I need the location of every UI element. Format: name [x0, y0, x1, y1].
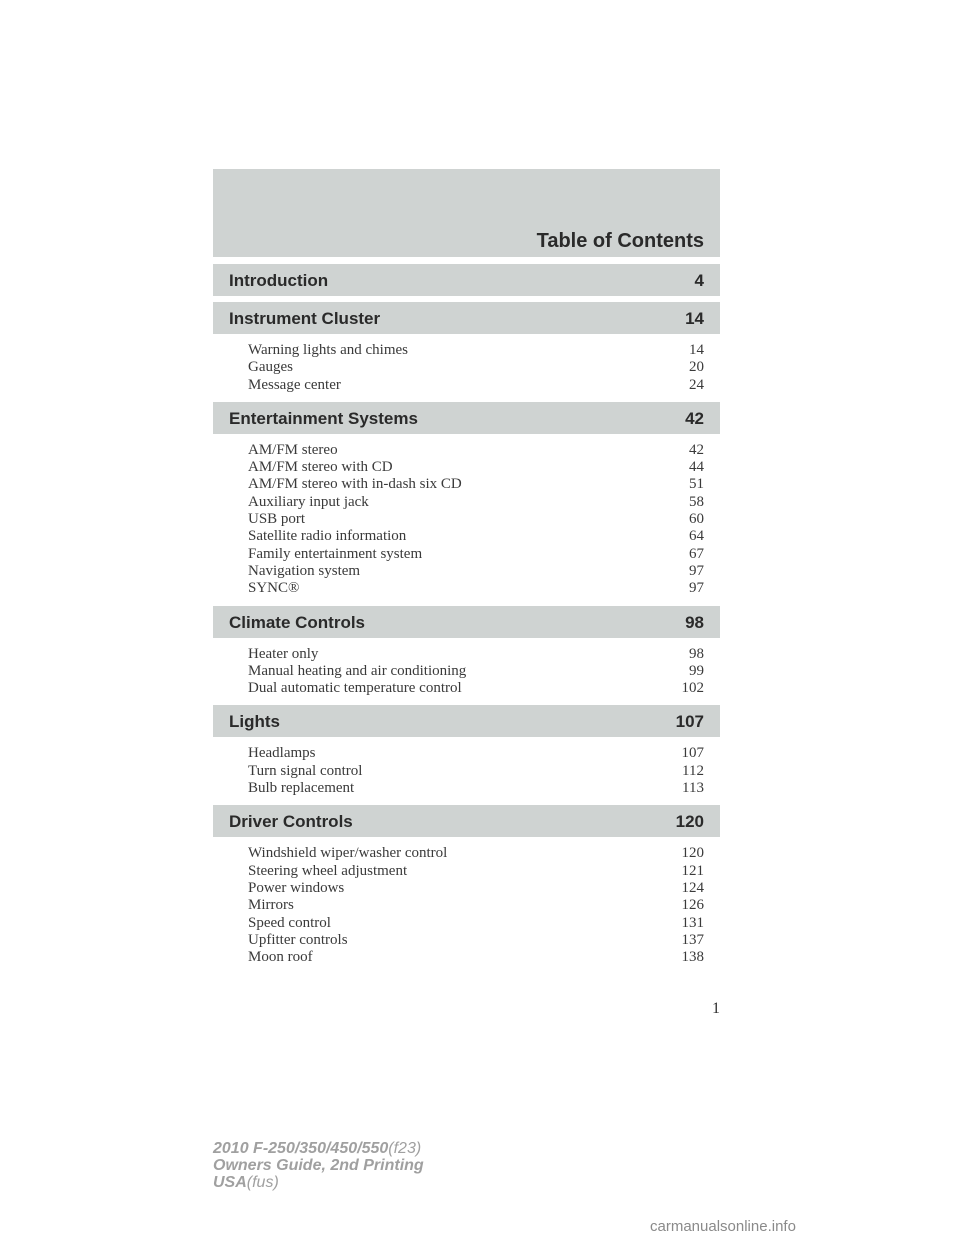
- toc-entry-page: 14: [689, 342, 704, 358]
- toc-entry-page: 124: [681, 879, 704, 896]
- toc-entry-label: Mirrors: [248, 897, 294, 914]
- toc-entry-label: AM/FM stereo with in-dash six CD: [248, 476, 462, 493]
- toc-entry-page: 42: [689, 441, 704, 458]
- section-items: [213, 638, 720, 706]
- toc-entry-page: 120: [681, 845, 704, 862]
- toc-entry-label: Auxiliary input jack: [248, 493, 369, 510]
- toc-entry-label: AM/FM stereo: [248, 441, 338, 458]
- toc-entry-page: 97: [689, 562, 704, 579]
- toc-entry-label: Message center: [248, 376, 341, 393]
- toc-section: [213, 302, 720, 402]
- toc-entry-page: 97: [689, 580, 704, 597]
- toc-entry[interactable]: [248, 377, 704, 394]
- section-heading[interactable]: [213, 705, 720, 737]
- toc-entry-label: Warning lights and chimes: [248, 342, 409, 358]
- toc-entry-label: Moon roof: [248, 949, 313, 966]
- section-items: [213, 837, 720, 974]
- watermark: carmanualsonline.info: [650, 1218, 796, 1235]
- toc-entry[interactable]: [248, 546, 704, 563]
- toc-entry-label: Family entertainment system: [248, 545, 423, 562]
- toc-entry-page: 121: [681, 862, 704, 879]
- section-heading[interactable]: [213, 402, 720, 434]
- toc-entry-page: 64: [689, 528, 704, 545]
- footer: [213, 1140, 424, 1191]
- toc-entry[interactable]: [248, 863, 704, 880]
- toc-entry-label: Steering wheel adjustment: [248, 862, 408, 879]
- toc-entry-page: 137: [681, 931, 704, 948]
- section-page: 42: [685, 408, 704, 428]
- toc-entry[interactable]: [248, 745, 704, 762]
- toc-entry[interactable]: [248, 949, 704, 966]
- toc-entry-label: AM/FM stereo with CD: [248, 459, 393, 476]
- toc-entry-label: Bulb replacement: [248, 780, 355, 797]
- toc-section: [213, 805, 720, 974]
- toc-entry[interactable]: [248, 342, 704, 359]
- footer-region: USA: [213, 1174, 247, 1191]
- toc-entry-label: Navigation system: [248, 562, 361, 579]
- toc-entry-page: 67: [689, 545, 704, 562]
- section-items: [213, 737, 720, 805]
- toc-entry-label: Speed control: [248, 914, 331, 931]
- toc-entry[interactable]: [248, 359, 704, 376]
- toc-entry-label: Manual heating and air conditioning: [248, 662, 467, 679]
- section-title: Entertainment Systems: [229, 408, 418, 428]
- toc-section: [213, 705, 720, 805]
- toc-entry-page: 138: [681, 949, 704, 966]
- toc-entry-label: Satellite radio information: [248, 528, 407, 545]
- toc-entry[interactable]: [248, 663, 704, 680]
- toc-entry[interactable]: [248, 563, 704, 580]
- section-page: 4: [694, 271, 704, 290]
- toc-entry-label: Dual automatic temperature control: [248, 680, 462, 697]
- toc-entry-label: Heater only: [248, 645, 319, 662]
- section-page: 14: [685, 309, 704, 328]
- toc-entry[interactable]: [248, 459, 704, 476]
- section-items: [213, 434, 720, 606]
- toc-entry-page: 126: [681, 897, 704, 914]
- footer-model: 2010 F-250/350/450/550: [213, 1140, 389, 1157]
- toc-entry-label: SYNC®: [248, 580, 300, 597]
- section-heading[interactable]: [213, 805, 720, 837]
- toc-entry[interactable]: [248, 528, 704, 545]
- section-title: Introduction: [229, 271, 329, 290]
- toc-entry-label: Windshield wiper/washer control: [248, 845, 448, 862]
- section-page: 98: [685, 612, 704, 632]
- toc-entry[interactable]: [248, 442, 704, 459]
- toc-entry-page: 24: [689, 376, 704, 393]
- footer-line-1: [213, 1140, 424, 1157]
- toc-entry[interactable]: [248, 763, 704, 780]
- section-heading[interactable]: [213, 606, 720, 638]
- toc-section: [213, 402, 720, 606]
- section-page: 107: [675, 712, 704, 732]
- toc-entry[interactable]: [248, 915, 704, 932]
- toc-entry[interactable]: [248, 680, 704, 697]
- page-title: Table of Contents: [536, 230, 704, 252]
- toc-entry-page: 60: [689, 511, 704, 528]
- toc-entry[interactable]: [248, 580, 704, 597]
- toc-entry[interactable]: [248, 476, 704, 493]
- footer-line-2: Owners Guide, 2nd Printing: [213, 1157, 424, 1174]
- toc-entry[interactable]: [248, 880, 704, 897]
- toc-entry-page: 99: [689, 662, 704, 679]
- toc-entry-page: 58: [689, 493, 704, 510]
- footer-region-code: (fus): [246, 1174, 279, 1191]
- section-title: Driver Controls: [229, 812, 353, 832]
- header-band: [213, 169, 720, 257]
- toc-entry-page: 44: [689, 459, 704, 476]
- section-title: Climate Controls: [229, 612, 366, 632]
- table-of-contents: [213, 264, 720, 974]
- toc-entry-label: USB port: [248, 511, 306, 528]
- section-heading[interactable]: [213, 264, 720, 296]
- toc-section: [213, 606, 720, 706]
- section-page: 120: [675, 812, 704, 832]
- toc-entry[interactable]: [248, 646, 704, 663]
- toc-entry-label: Upfitter controls: [248, 931, 348, 948]
- toc-entry-page: 107: [681, 745, 704, 762]
- toc-entry[interactable]: [248, 511, 704, 528]
- section-title: Instrument Cluster: [229, 309, 381, 328]
- toc-entry-label: Power windows: [248, 879, 345, 896]
- toc-entry[interactable]: [248, 932, 704, 949]
- section-items: [213, 334, 720, 402]
- section-title: Lights: [229, 712, 280, 732]
- toc-entry-page: 102: [681, 680, 704, 697]
- toc-entry[interactable]: [248, 494, 704, 511]
- toc-entry-page: 20: [689, 359, 704, 376]
- toc-entry-label: Turn signal control: [248, 762, 363, 779]
- toc-entry-label: Headlamps: [248, 745, 316, 762]
- toc-entry-page: 112: [682, 762, 704, 779]
- footer-model-code: (f23): [388, 1140, 422, 1157]
- toc-entry-page: 131: [681, 914, 704, 931]
- footer-line-3: [213, 1174, 424, 1191]
- section-heading[interactable]: [213, 302, 720, 334]
- toc-entry[interactable]: [248, 897, 704, 914]
- toc-entry-page: 113: [682, 780, 704, 797]
- toc-section: [213, 264, 720, 302]
- toc-entry-page: 51: [689, 476, 704, 493]
- toc-entry-label: Gauges: [248, 359, 293, 376]
- toc-entry-page: 98: [689, 645, 704, 662]
- page-number: 1: [712, 1000, 720, 1017]
- toc-entry[interactable]: [248, 845, 704, 862]
- toc-entry[interactable]: [248, 780, 704, 797]
